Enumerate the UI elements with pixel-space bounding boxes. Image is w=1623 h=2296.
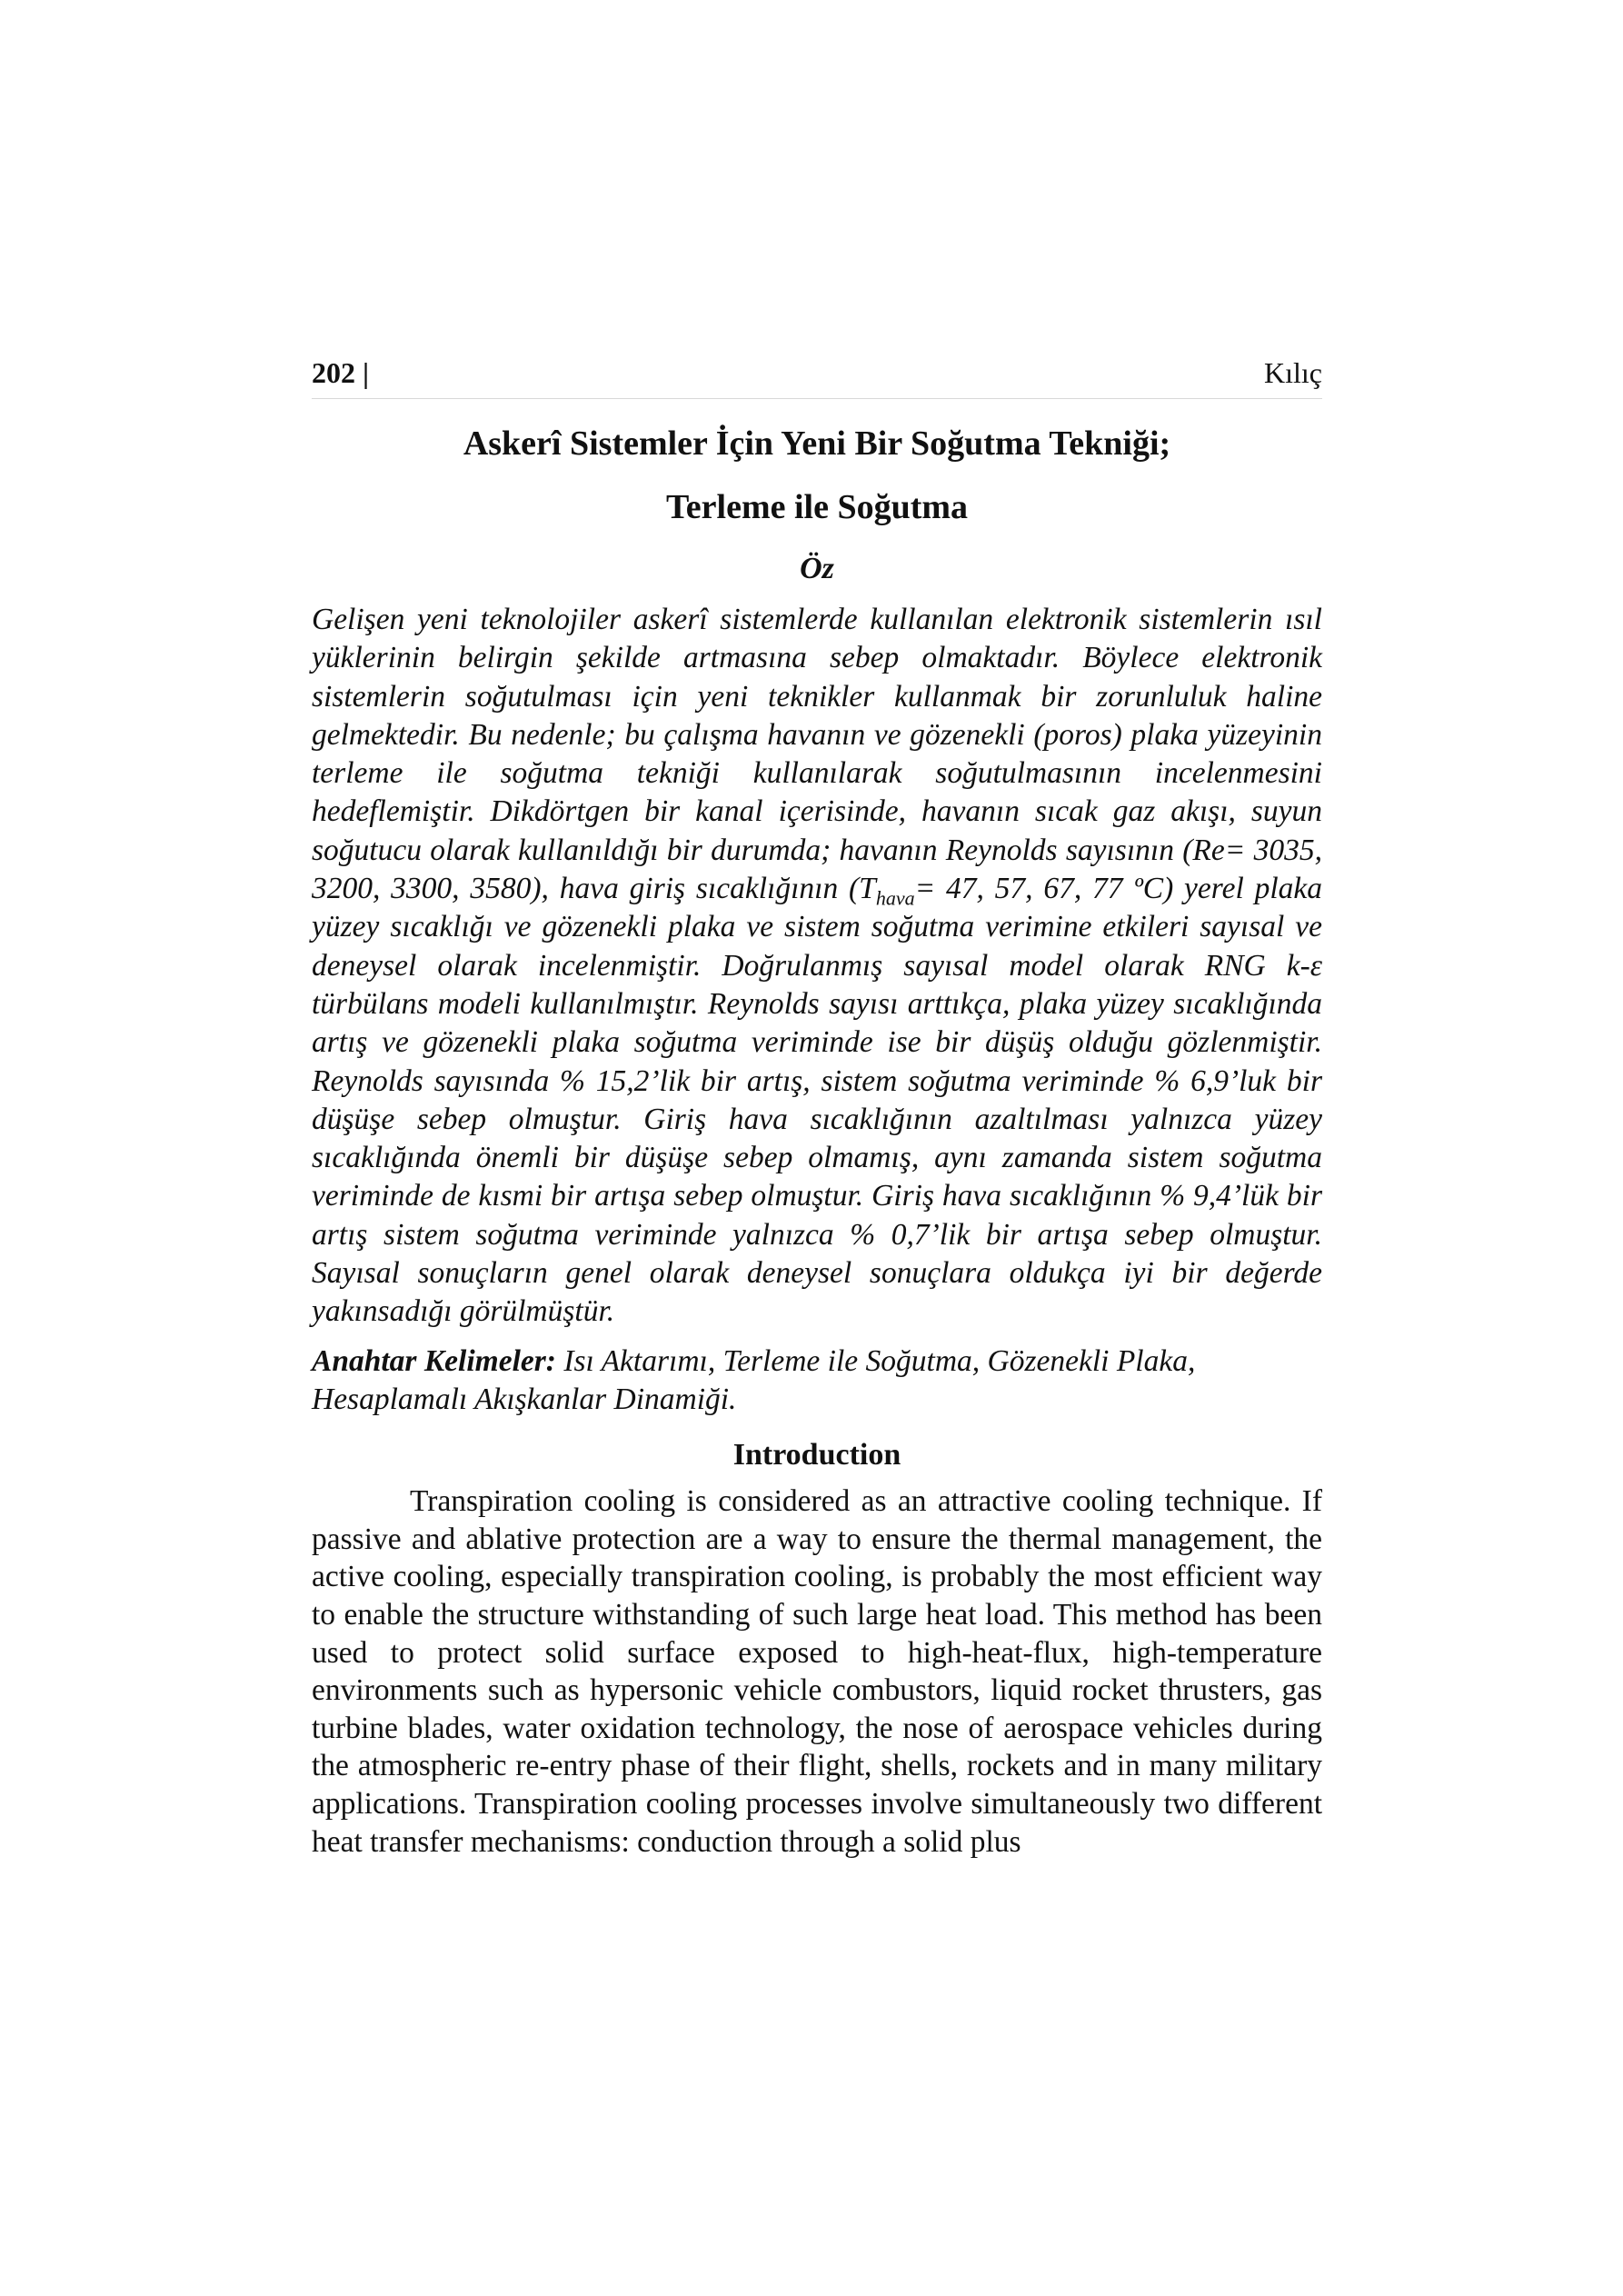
abstract-subscript: hava — [875, 886, 915, 910]
abstract-text-part-2: = 47, 57, 67, 77 ºC) yerel plaka yüzey sıcaklığı ve gözenekli plaka ve sistem soğutma verimine etkileri sayısal ve deneysel olarak incelenmiştir. Doğrulanmış sayısal model olarak RNG k-ε türbülans modeli kullanılmıştır. Reynolds sayısı arttıkça, plaka yüzey sıcaklığında artış ve gözenekli plaka soğutma veriminde ise bir düşüş olduğu gözlenmiştir. Reynolds sayısında % 15,2’lik bir artış, sistem soğutma veriminde % 6,9’luk bir düşüşe sebep olmuştur. Giriş hava sıcaklığının azaltılması yalnızca yüzey sıcaklığında önemli bir düşüşe sebep olmamış, aynı zamanda sistem soğutma veriminde de kısmi bir artışa sebep olmuştur. Giriş hava sıcaklığının % 9,4’lük bir artış sistem soğutma veriminde yalnızca % 0,7’lik bir artışa sebep olmuştur. Sayısal sonuçların genel olarak deneysel sonuçlara oldukça iyi bir değerde yakınsadığı görülmüştür. — [312, 872, 1323, 1329]
keywords-label: Anahtar Kelimeler: — [312, 1343, 556, 1378]
running-author: Kılıç — [1264, 356, 1322, 389]
running-header — [312, 353, 1322, 399]
introduction-paragraph: Transpiration cooling is considered as an attractive cooling technique. If passive and ablative protection are a way to ensure the thermal management, the active cooling, especially transpiration cooling, is probably the most efficient way to enable the structure withstanding of such large heat load. This method has been used to protect solid surface exposed to high-heat-flux, high-temperature environments such as hypersonic vehicle combustors, liquid rocket thrusters, gas turbine blades, water oxidation technology, the nose of aerospace vehicles during the atmospheric re-entry phase of their flight, shells, rockets and in many military applications. Transpiration cooling processes involve simultaneously two different heat transfer mechanisms: conduction through a solid plus — [312, 1484, 1322, 1859]
abstract-text — [312, 601, 1322, 1332]
introduction-heading: Introduction — [732, 1438, 901, 1472]
keywords-text: Isı Aktarımı, Terleme ile Soğutma, Gözenekli Plaka, Hesaplamalı Akışkanlar Dinamiği. — [312, 1343, 1196, 1416]
page — [312, 353, 1322, 1861]
title-line-1: Askerî Sistemler İçin Yeni Bir Soğutma Tekniği; — [463, 424, 1171, 463]
page-number: 202 | — [312, 356, 370, 389]
article-title — [312, 412, 1322, 539]
abstract-heading: Öz — [800, 552, 834, 585]
abstract-text-part-1: Gelişen yeni teknolojiler askerî sistemlerde kullanılan elektronik sistemlerin ısıl yüklerinin belirgin şekilde artmasına sebep olmaktadır. Böylece elektronik sistemlerin soğutulması için yeni teknikler kullanmak bir zorunluluk haline gelmektedir. Bu nedenle; bu çalışma havanın ve gözenekli (poros) plaka yüzeyinin terleme ile soğutma tekniği kullanılarak soğutulmasının incelenmesini hedeflemiştir. Dikdörtgen bir kanal içerisinde, havanın sıcak gaz akışı, suyun soğutucu olarak kullanıldığı bir durumda; havanın Reynolds sayısının (Re= 3035, 3200, 3300, 3580), hava giriş sıcaklığının (T — [312, 603, 1322, 906]
title-line-2: Terleme ile Soğutma — [665, 488, 969, 526]
keywords — [312, 1343, 1322, 1420]
